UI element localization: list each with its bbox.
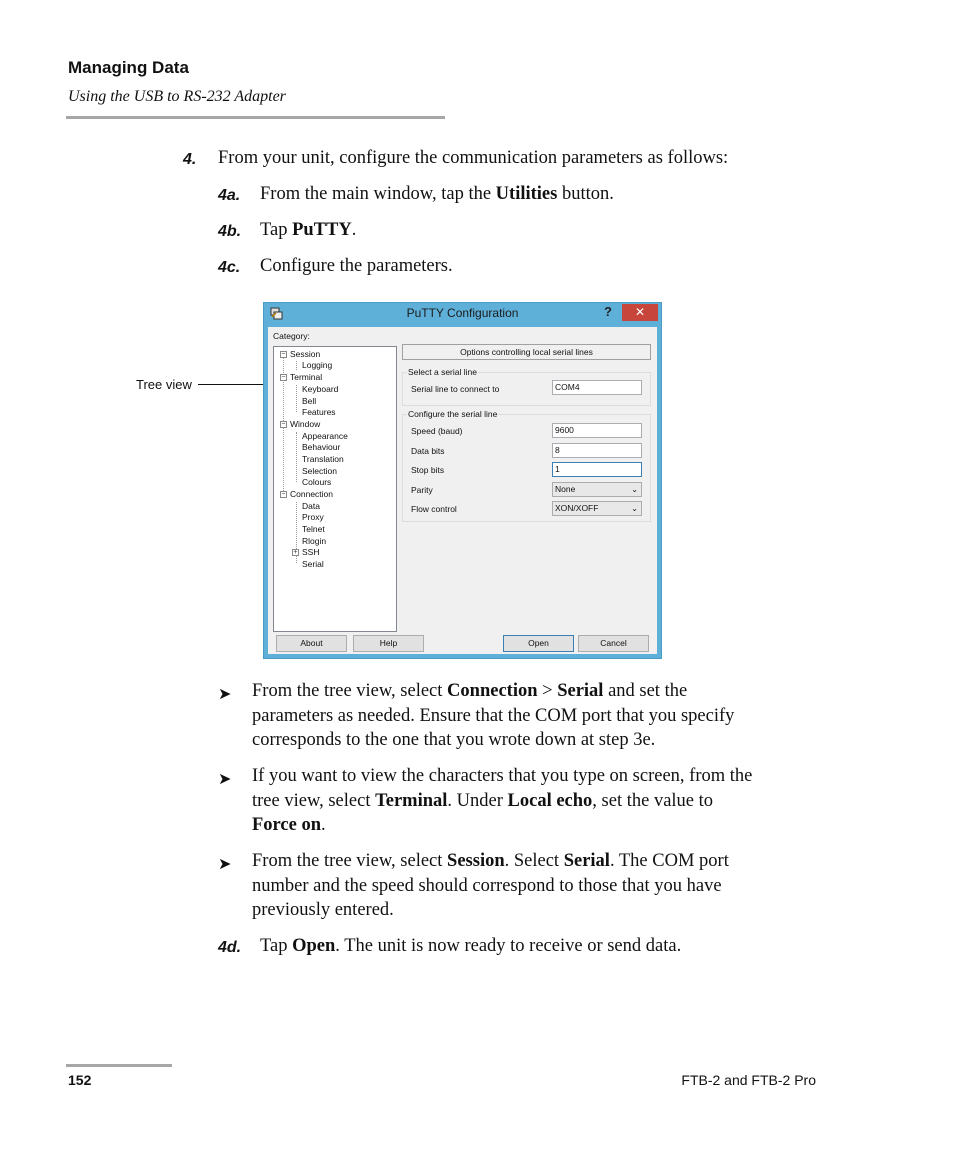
tree-item-ssh[interactable]: SSH [302,547,320,557]
step-4-text: From your unit, configure the communication parameters as follows: [218,148,729,168]
window-title: PuTTY Configuration [406,306,519,320]
bullet-arrow-icon: ➤ [218,854,232,873]
panel-header: Options controlling local serial lines [402,344,651,360]
configure-serial-line-group [402,409,651,522]
tree-item-session[interactable]: Session [290,349,321,359]
close-button[interactable]: ✕ [622,304,658,321]
bullet-3: From the tree view, select Session. Select Serial. The COM port number and the speed should correspond to those that you have previously entered. [252,851,729,920]
tree-item-features[interactable]: Features [302,407,336,417]
product-name: FTB-2 and FTB-2 Pro [681,1072,816,1088]
collapse-session-icon[interactable]: − [281,351,286,359]
tree-item-bell[interactable]: Bell [302,396,317,406]
collapse-terminal-icon[interactable]: − [281,374,286,382]
serial-line-input[interactable]: COM4 [552,380,642,395]
help-button[interactable]: Help [353,635,424,652]
header-rule [66,116,445,119]
tree-item-selection[interactable]: Selection [302,466,337,476]
tree-view-callout: Tree view [136,377,192,392]
data-bits-input[interactable]: 8 [552,443,642,458]
chevron-down-icon: ⌄ [631,485,638,494]
putty-configuration-window [263,302,662,659]
tree-item-data[interactable]: Data [302,501,320,511]
step-4c-text: Configure the parameters. [260,256,453,276]
speed-label: Speed (baud) [411,426,463,436]
tree-item-proxy[interactable]: Proxy [302,512,324,522]
tree-item-window[interactable]: Window [290,419,321,429]
stop-bits-input[interactable]: 1 [552,462,642,477]
stop-bits-label: Stop bits [411,465,445,475]
flow-control-select[interactable]: XON/XOFF ⌄ [552,501,642,516]
about-button[interactable]: About [276,635,347,652]
tree-item-translation[interactable]: Translation [302,454,344,464]
section-title: Managing Data [68,58,189,77]
parity-select[interactable]: None ⌄ [552,482,642,497]
bullet-2: If you want to view the characters that you type on screen, from the tree view, select Terminal. Under Local echo, set the value to Force on. [252,766,753,835]
bullet-arrow-icon: ➤ [218,769,232,788]
step-4b-text: Tap PuTTY. [260,220,357,240]
category-label: Category: [273,331,310,341]
serial-line-label: Serial line to connect to [411,384,500,394]
tree-item-colours[interactable]: Colours [302,477,332,487]
step-4d-text: Tap Open. The unit is now ready to receive or send data. [260,936,682,956]
flow-control-label: Flow control [411,504,457,514]
tree-item-serial[interactable]: Serial [302,559,324,569]
parity-label: Parity [411,485,433,495]
step-4-number: 4. [183,151,197,168]
bullet-1: From the tree view, select Connection > Serial and set the parameters as needed. Ensure that the COM port that you specify corresponds to the one that you wrote down at step 3e. [252,681,735,750]
group-label-configure: Configure the serial line [408,409,498,419]
tree-item-telnet[interactable]: Telnet [302,524,325,534]
section-subtitle: Using the USB to RS-232 Adapter [68,88,286,105]
tree-item-connection[interactable]: Connection [290,489,334,499]
open-button[interactable]: Open [503,635,574,652]
group-label-select: Select a serial line [408,367,477,377]
tree-item-rlogin[interactable]: Rlogin [302,536,327,546]
expand-ssh-icon[interactable]: + [293,549,298,557]
tree-item-appearance[interactable]: Appearance [302,431,348,441]
step-4c-number: 4c. [218,259,241,276]
data-bits-label: Data bits [411,446,445,456]
tree-item-logging[interactable]: Logging [302,360,333,370]
category-tree[interactable] [273,346,397,632]
step-4d-number: 4d. [218,939,242,956]
step-4b-number: 4b. [218,223,242,240]
speed-input[interactable]: 9600 [552,423,642,438]
cancel-button[interactable]: Cancel [578,635,649,652]
select-serial-line-group [402,367,651,406]
tree-item-terminal[interactable]: Terminal [290,372,323,382]
dialog-client-area [268,327,657,654]
page-number: 152 [68,1072,92,1088]
tree-item-keyboard[interactable]: Keyboard [302,384,339,394]
tree-item-behaviour[interactable]: Behaviour [302,442,341,452]
step-4a-number: 4a. [218,187,241,204]
chevron-down-icon: ⌄ [631,504,638,513]
footer-rule [66,1064,172,1067]
help-icon[interactable]: ? [604,304,612,319]
bullet-arrow-icon: ➤ [218,684,232,703]
collapse-connection-icon[interactable]: − [281,491,286,499]
collapse-window-icon[interactable]: − [281,421,286,429]
step-4a-text: From the main window, tap the Utilities button. [260,184,614,204]
